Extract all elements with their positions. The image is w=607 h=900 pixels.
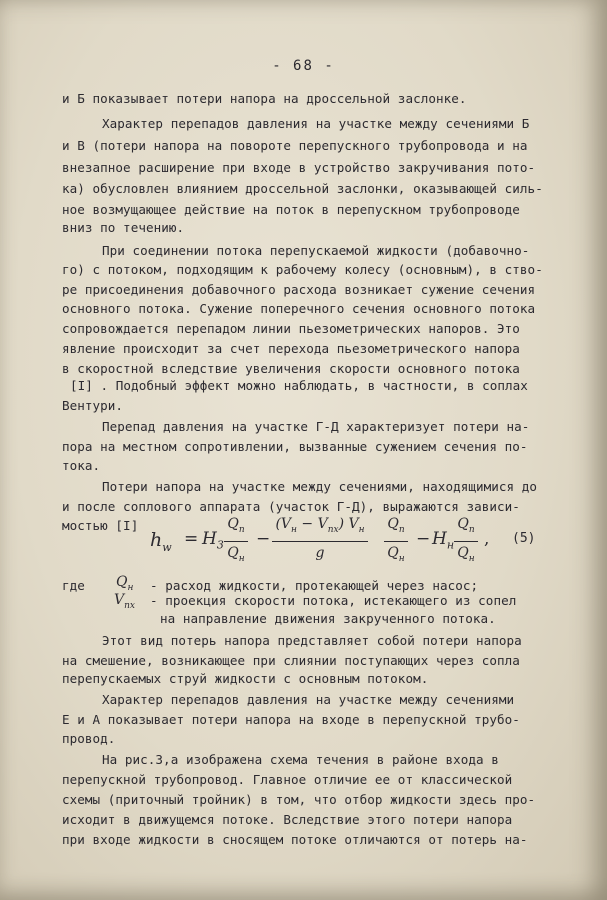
text-line: и В (потери напора на повороте перепускного трубопровода и на [62,138,528,153]
formula-comma: , [484,529,490,549]
formula-number: (5) [512,531,536,546]
text-line: в скоростной вследствие увеличения скорости основного потока [62,361,520,376]
formula-h3: $H_3$ [202,529,224,552]
legend-line: - расход жидкости, протекающей через насос; [150,578,479,593]
text-line: вниз по течению. [62,220,185,235]
text-line: явление происходит за счет перехода пьезометрического напора [62,341,520,356]
text-line: пора на местном сопротивлении, вызванные сужением сечения по- [62,439,528,454]
formula-minus: − [256,529,271,549]
text-line: На рис.3,а изображена схема течения в районе входа в [102,752,499,767]
formula-minus-2: − [416,529,431,549]
text-line: исходит в движущемся потоке. Вследствие этого потери напора [62,812,513,827]
fraction-velocity-g: $(V_н - V_{пх})$ $V_н$ g [272,516,368,561]
text-line: Вентури. [62,398,124,413]
text-line: При соединении потока перепускаемой жидкости (добавочно- [102,243,530,258]
text-line: и после соплового аппарата (участок Г-Д), выражаются зависи- [62,499,520,514]
legend-where: где [62,578,85,593]
formula-5 [140,507,540,567]
text-line: [I] . Подобный эффект можно наблюдать, в частности, в соплах [70,378,528,393]
text-line: перепускаемых струй жидкости с основным потоком. [62,671,429,686]
text-line: схемы (приточный тройник) в том, что отбор жидкости здесь про- [62,792,536,807]
text-line: при входе жидкости в сносящем потоке отличаются от потерь на- [62,832,528,847]
text-line: ка) обусловлен влиянием дроссельной заслонки, оказывающей силь- [62,181,543,196]
page-number: - 68 - [272,58,335,74]
text-line: Характер перепадов давления на участке между сечениями [102,692,515,707]
text-line: мостью [I] [62,518,139,533]
text-line: Перепад давления на участке Г-Д характеризует потери на- [102,419,530,434]
symbol-vpx: $V_{пх}$ [114,592,135,611]
fraction-qp-qn-3: $Q_п$ $Q_н$ [454,516,478,567]
formula-equals: = [184,529,199,549]
text-line: перепускной трубопровод. Главное отличие ее от классической [62,772,513,787]
text-line: Е и А показывает потери напора на входе в перепускной трубо- [62,712,520,727]
formula-lhs: $h_w$ [150,529,172,554]
text-line: го) с потоком, подходящим к рабочему колесу (основным), в ство- [62,262,543,277]
text-line: тока. [62,458,101,473]
fraction-qp-qn: $Q_п$ $Q_н$ [224,516,248,567]
fraction-qp-qn-2: $Q_п$ $Q_н$ [384,516,408,567]
legend-line: - проекция скорости потока, истекающего из сопел [150,593,517,608]
text-line: Потери напора на участке между сечениями, находящимися до [102,479,538,494]
text-line: внезапное расширение при входе в устройство закручивания пото- [62,160,536,175]
text-line: сопровождается перепадом линии пьезометрических напоров. Это [62,321,520,336]
text-line: ре присоединения добавочного расхода возникает сужение сечения [62,282,536,297]
text-line: провод. [62,731,116,746]
text-line: ное возмущающее действие на поток в перепускном трубопроводе [62,202,520,217]
text-line: на смешение, возникающее при слиянии поступающих через сопла [62,653,520,668]
formula-hn: $H_н$ [432,529,455,552]
text-line: Этот вид потерь напора представляет собой потери напора [102,633,522,648]
text-line: основного потока. Сужение поперечного сечения основного потока [62,301,536,316]
text-line: Характер перепадов давления на участке между сечениями Б [102,116,530,131]
text-line: и Б показывает потери напора на дроссельной заслонке. [62,91,467,106]
symbol-qn: $Q_н$ [116,574,134,593]
legend-line: на направление движения закрученного потока. [160,611,496,626]
